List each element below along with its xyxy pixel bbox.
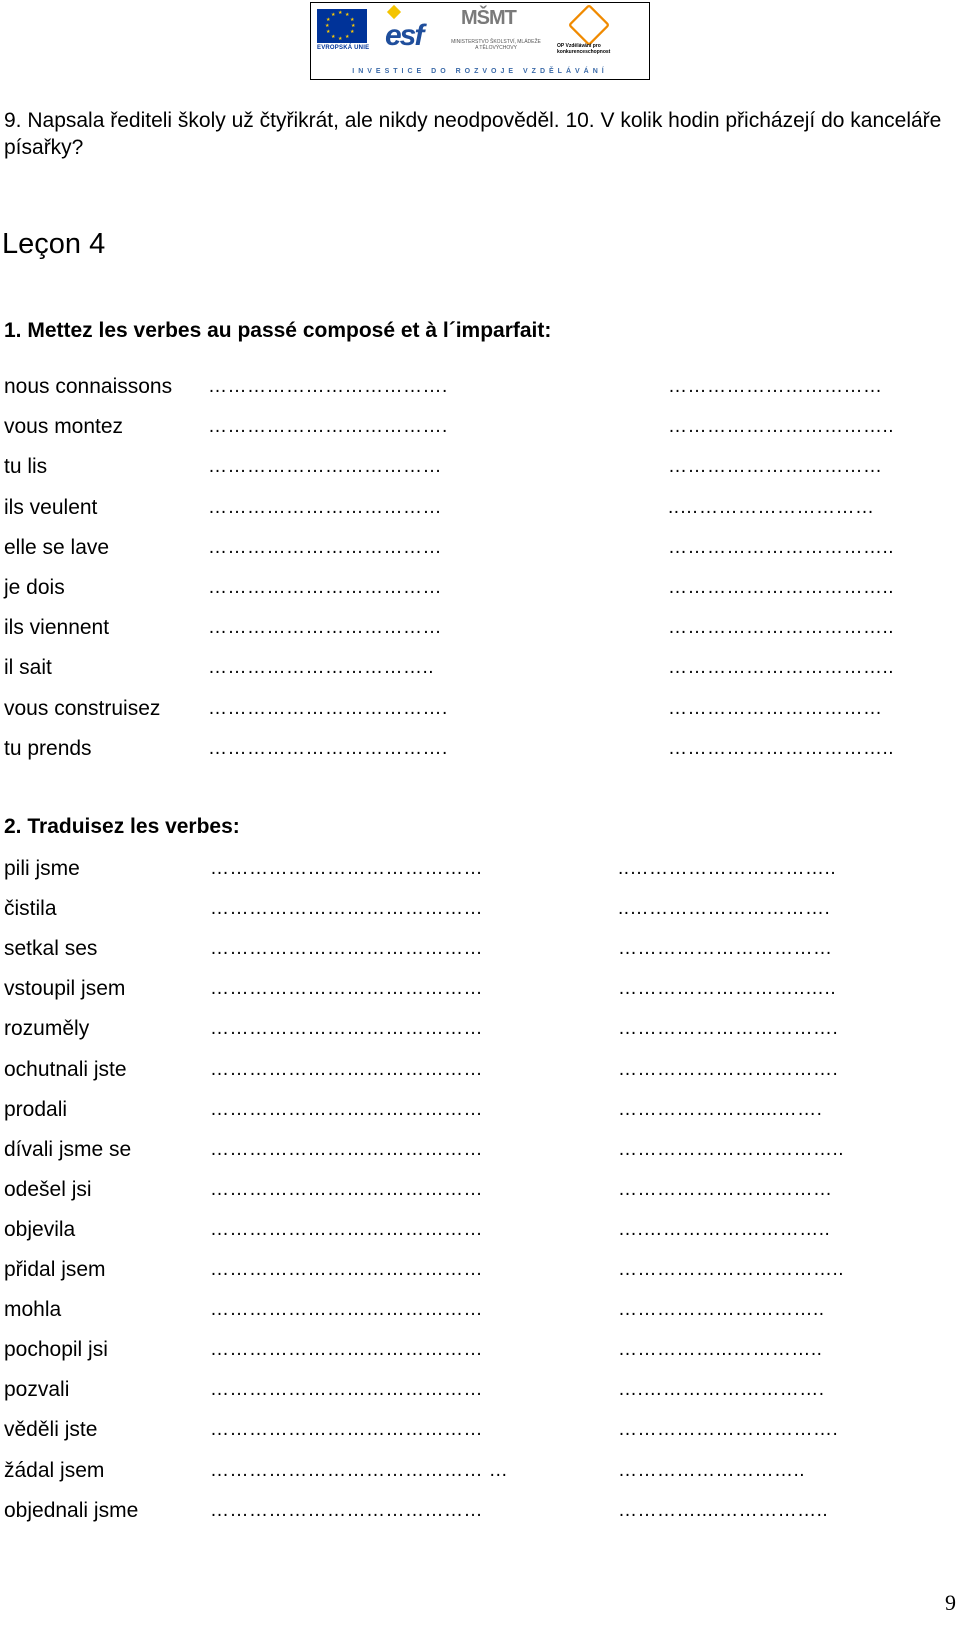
exercise-row-label: vstoupil jsem: [4, 977, 126, 1001]
answer-blank-right: ..…………………………: [668, 496, 875, 518]
answer-blank-left: ……………………………….: [208, 416, 448, 438]
answer-blank-left: ………………………………: [208, 617, 442, 639]
exercise-row-label: mohla: [4, 1298, 62, 1322]
exercise-row-label: elle se lave: [4, 535, 110, 559]
exercise-row-label: tu prends: [4, 736, 92, 760]
exercise-row-label: vous montez: [4, 415, 124, 439]
exercise-row-label: ochutnali jste: [4, 1057, 127, 1081]
answer-blank-left: ……………………………….: [208, 376, 448, 397]
answer-blank-right: ……………………………..: [668, 737, 895, 759]
answer-blank-right: ………………………..…..: [618, 978, 837, 1000]
exercise-row-label: dívali jsme se: [4, 1137, 132, 1161]
answer-blank-right: ……………………………: [668, 697, 883, 719]
exercise-row-label: prodali: [4, 1097, 68, 1121]
answer-blank-right: …………………………….: [618, 1058, 839, 1080]
answer-blank-left: ………………………………: [208, 496, 442, 518]
exercise-row-label: přidal jsem: [4, 1258, 106, 1281]
answer-blank-left: ……………………………………: [210, 1339, 483, 1361]
op-logo-icon: [568, 4, 610, 46]
esf-star-icon: [387, 5, 401, 19]
answer-blank-right: ………………………..: [618, 1459, 806, 1481]
exercise-row-label: objednali jsme: [4, 1498, 139, 1522]
answer-blank-right: …………………………..: [618, 1299, 825, 1321]
exercise-row-label: žádal jsem: [4, 1458, 105, 1482]
answer-blank-right: ….……………………….: [618, 1379, 825, 1401]
answer-blank-right: ….………………………..: [618, 1218, 831, 1240]
exercise-row-label: pochopil jsi: [4, 1338, 108, 1362]
answer-blank-left: ……………………………………: [210, 978, 483, 1000]
answer-blank-right: …………………....…….: [618, 1098, 823, 1120]
exercise-row-label: vous construisez: [4, 696, 161, 720]
answer-blank-left: ………………………………: [208, 536, 442, 558]
funding-logo-strip: [310, 2, 650, 80]
answer-blank-left: ……………………………………: [210, 1058, 483, 1080]
answer-blank-right: ……………………………: [668, 376, 883, 397]
answer-blank-left: ……………………………………: [210, 1218, 483, 1240]
answer-blank-right: ……………………………..: [618, 1138, 845, 1160]
eu-logo-caption: EVROPSKÁ UNIE: [317, 45, 370, 51]
answer-blank-right: ……………………………: [618, 1178, 833, 1200]
answer-blank-left: ……………………………….: [208, 737, 448, 759]
esf-logo-text: esf: [385, 19, 423, 52]
answer-blank-left: ……………………………………: [210, 938, 483, 960]
answer-blank-left: ……………………………………: [210, 1499, 483, 1521]
exercise-row-label: čistila: [4, 897, 57, 921]
exercise-row-label: ils veulent: [4, 495, 98, 519]
answer-blank-left: ……………………………..: [208, 657, 435, 679]
answer-blank-left: ……………………………………: [210, 858, 483, 879]
answer-blank-left: ……………………………….: [208, 697, 448, 719]
exercise-row-label: rozuměly: [4, 1017, 90, 1041]
answer-blank-left: ……………………………………: [210, 1098, 483, 1120]
exercise-row-label: je dois: [4, 576, 65, 599]
answer-blank-left: ……………………………………: [210, 1138, 483, 1160]
answer-blank-right: ……………………………..: [668, 577, 895, 598]
answer-blank-left: ………………………………: [208, 456, 442, 478]
answer-blank-left: …………………………………… …: [210, 1459, 509, 1481]
answer-blank-left: ……………………………………: [210, 1379, 483, 1401]
answer-blank-left: ……………………………………: [210, 1018, 483, 1040]
intro-paragraph: 9. Napsala řediteli školy už čtyřikrát, ale nikdy neodpověděl. 10. V kolik hodin přicházejí do kanceláře písařky?: [4, 109, 942, 159]
answer-blank-right: ……………………………..: [618, 1259, 845, 1280]
exercise-row-label: setkal ses: [4, 937, 98, 961]
exercise-row-label: nous connaissons: [4, 375, 173, 398]
answer-blank-left: ……………………………………: [210, 898, 483, 920]
answer-blank-left: ……………………………………: [210, 1259, 483, 1280]
exercise-row-label: věděli jste: [4, 1418, 98, 1442]
exercise-row-label: pozvali: [4, 1378, 70, 1402]
strip-caption: INVESTICE DO ROZVOJE VZDĚLÁVÁNÍ: [311, 65, 649, 79]
answer-blank-right: …………………………….: [618, 1419, 839, 1441]
answer-blank-left: ……………………………………: [210, 1178, 483, 1200]
answer-blank-right: ……………………………: [668, 456, 883, 478]
exercise2-title: 2. Traduisez les verbes:: [4, 815, 240, 838]
answer-blank-right: ……………………………..: [668, 416, 895, 438]
answer-blank-right: ……………………………..: [668, 657, 895, 679]
page-number: 9: [945, 1590, 956, 1615]
answer-blank-right: ..…………………………..: [618, 858, 837, 879]
exercise-row-label: ils viennent: [4, 616, 110, 640]
answer-blank-right: ……………………………: [618, 938, 833, 960]
answer-blank-left: ………………………………: [208, 577, 442, 598]
exercise1-title: 1. Mettez les verbes au passé composé et à l´imparfait:: [4, 319, 552, 342]
op-logo-caption: OP Vzdělávání pro konkurenceschopnost: [557, 43, 611, 55]
exercise-row-label: odešel jsi: [4, 1177, 92, 1201]
answer-blank-left: ……………………………………: [210, 1419, 483, 1441]
esf-logo: [385, 7, 437, 55]
msmt-logo-caption: MINISTERSTVO ŠKOLSTVÍ, MLÁDEŽE A TĚLOVÝCHOVY: [451, 39, 541, 51]
answer-blank-right: ……………………………..: [668, 536, 895, 558]
answer-blank-right: ……………...…………..: [618, 1339, 823, 1361]
answer-blank-right: …………………………….: [618, 1018, 839, 1040]
answer-blank-left: ……………………………………: [210, 1299, 483, 1321]
exercise-row-label: il sait: [4, 656, 52, 680]
exercise-row-label: tu lis: [4, 455, 48, 479]
msmt-logo-icon: MŠMT: [461, 7, 516, 29]
lesson-title: Leçon 4: [2, 228, 106, 260]
exercise-row-label: pili jsme: [4, 857, 80, 880]
exercise-row-label: objevila: [4, 1217, 76, 1241]
answer-blank-right: ……………………………..: [668, 617, 895, 639]
answer-blank-right: ..………………………….: [618, 898, 831, 920]
eu-flag-icon: ★ ★ ★ ★ ★ ★ ★ ★ ★ ★ ★ ★: [317, 9, 367, 43]
answer-blank-right: …………....……………..: [618, 1499, 829, 1521]
